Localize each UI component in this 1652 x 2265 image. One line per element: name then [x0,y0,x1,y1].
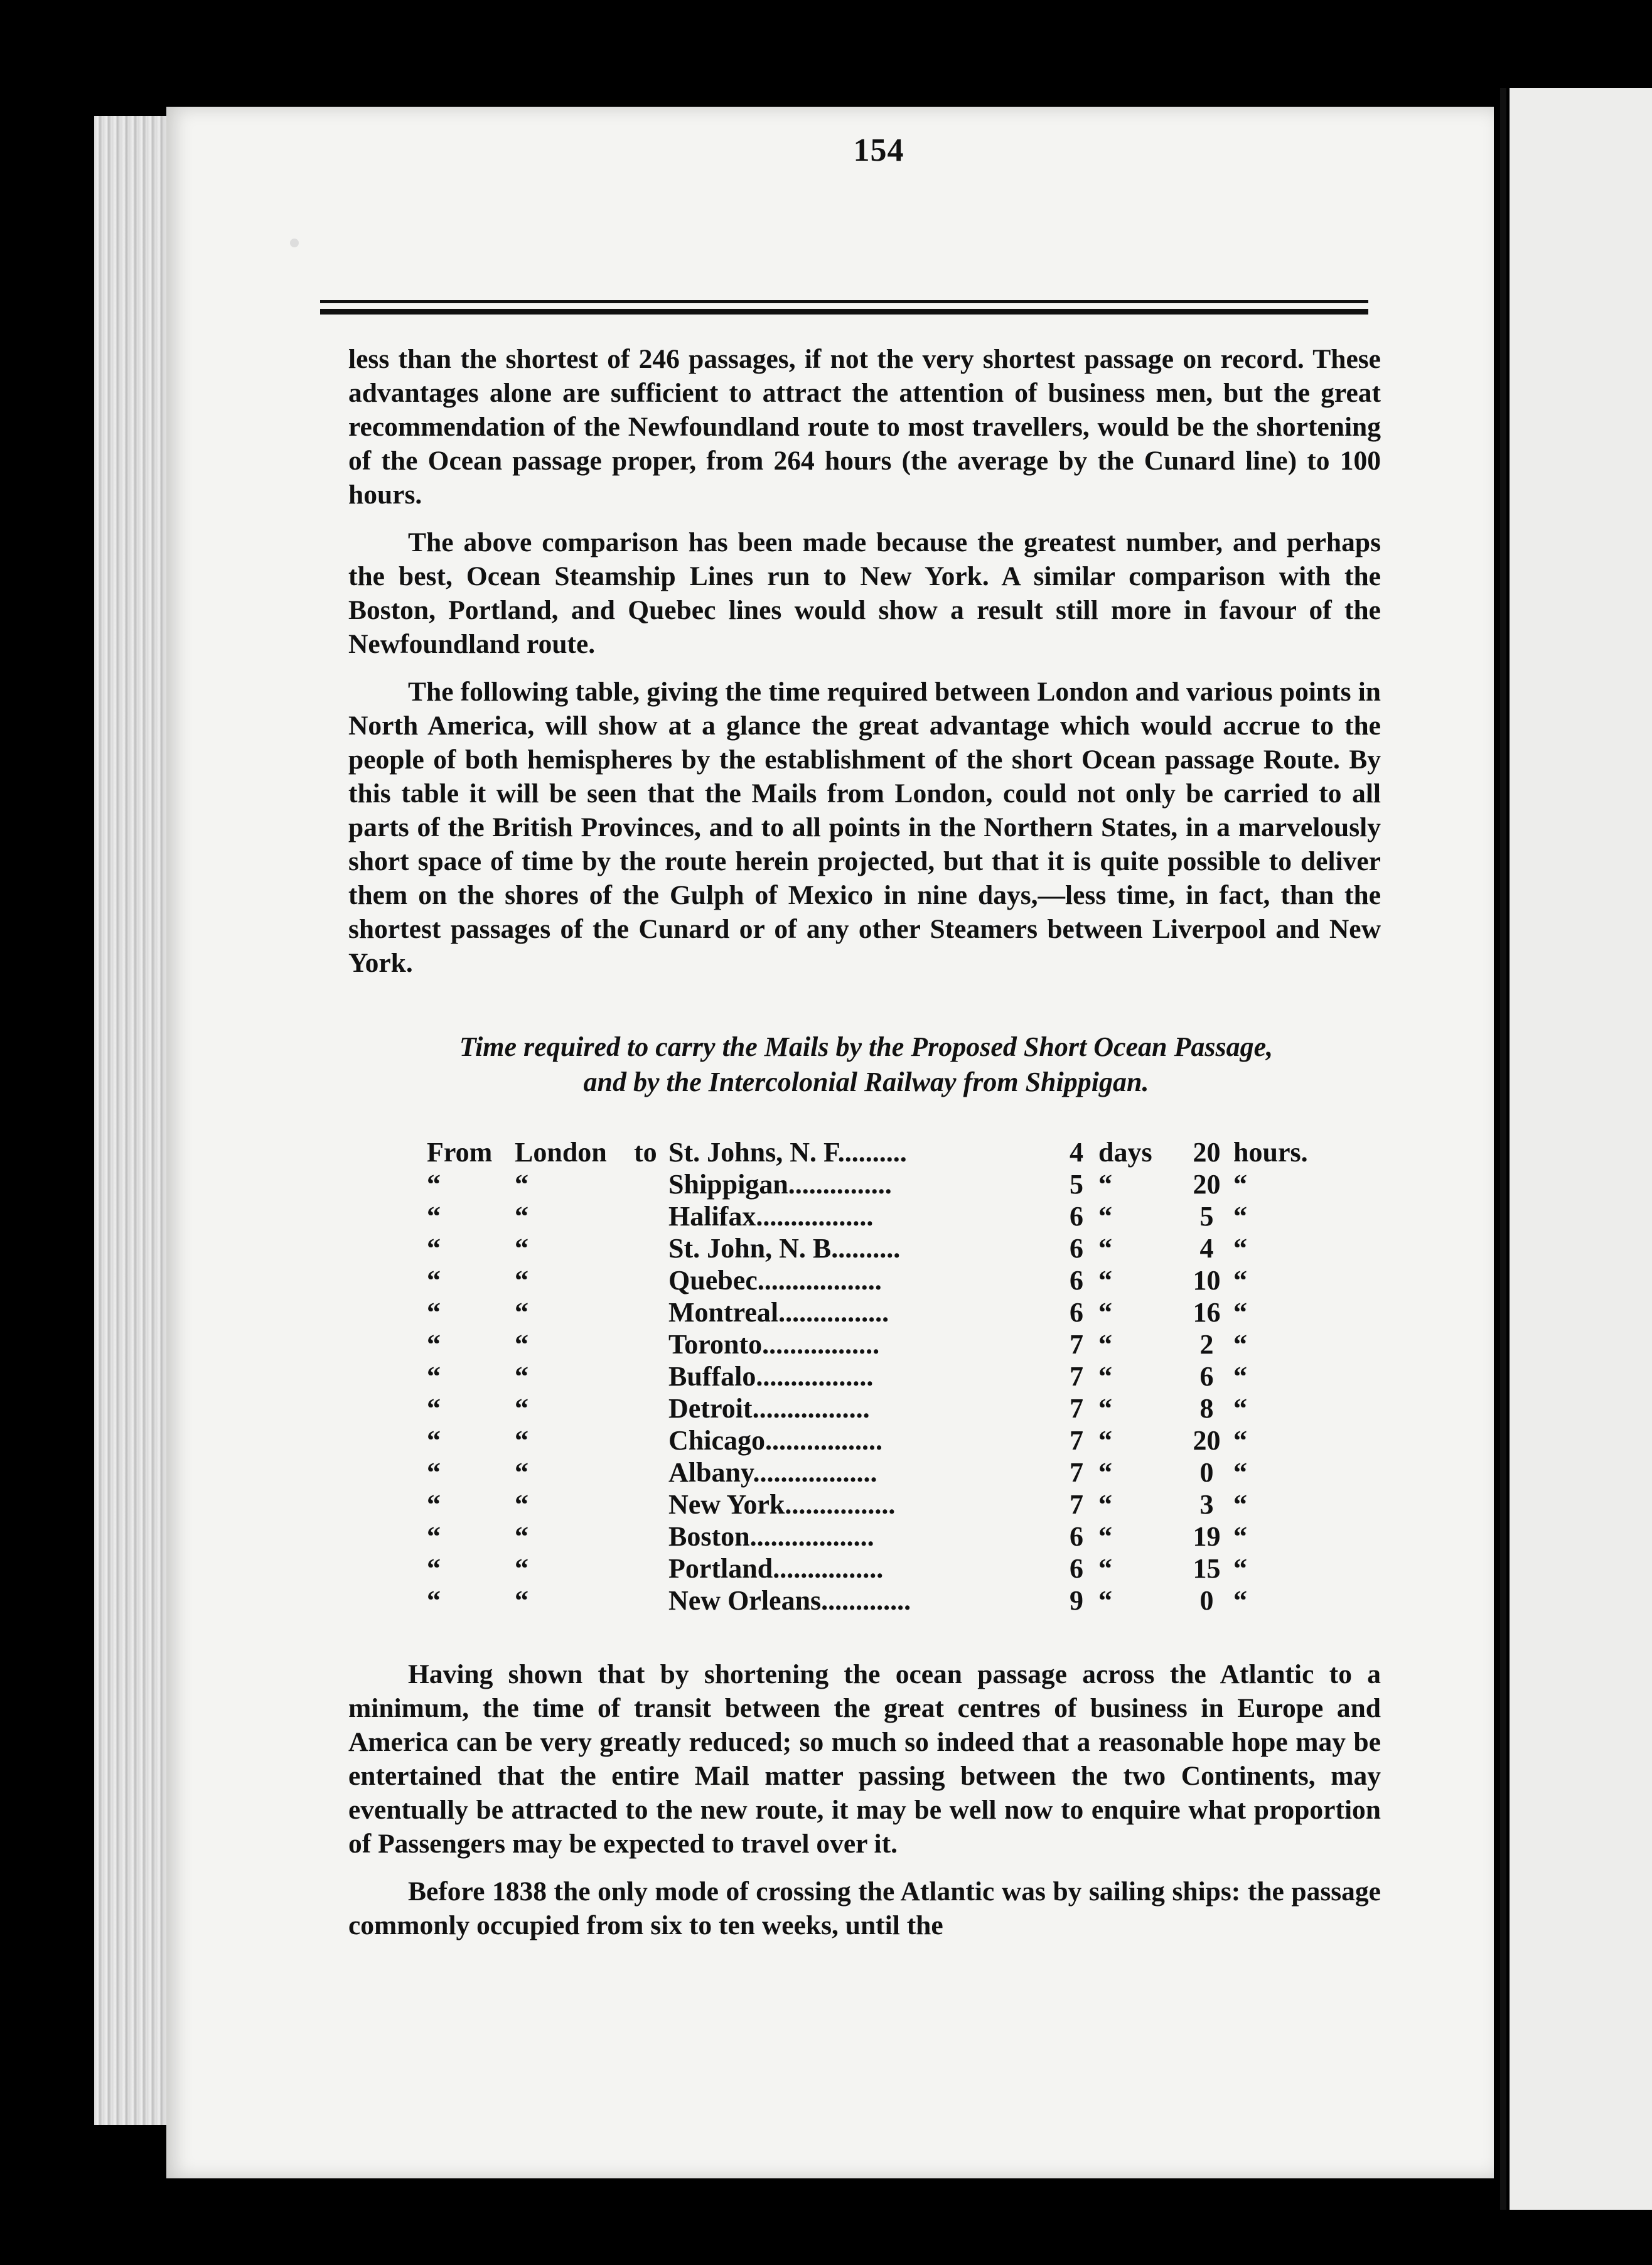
hours-cell: 4 [1199,1233,1214,1264]
facing-page [1510,88,1652,2210]
destination-cell: New Orleans............. [668,1585,911,1616]
empty-cell [634,1360,668,1392]
hours-cell: 20 [1193,1169,1221,1200]
ditto-mark: “ [427,1233,441,1264]
destination-cell: Boston.................. [668,1521,874,1552]
destination-cell: St. John, N. B.......... [668,1233,901,1264]
hours-unit-cell: “ [1233,1169,1247,1200]
page-number: 154 [853,132,904,168]
days-unit-cell: “ [1098,1393,1112,1424]
hours-cell: 0 [1199,1585,1214,1616]
hours-cell: 0 [1199,1457,1214,1488]
days-cell: 7 [1070,1361,1083,1392]
days-cell: 7 [1070,1425,1083,1456]
table-row [427,1296,1321,1328]
ditto-mark: “ [427,1265,441,1296]
hours-unit-cell: “ [1233,1233,1247,1264]
empty-cell [634,1488,668,1520]
to-label: to [634,1137,657,1168]
destination-cell: New York................ [668,1489,896,1520]
ditto-mark: “ [515,1521,528,1552]
days-unit-cell: “ [1098,1169,1112,1200]
ditto-mark: “ [515,1233,528,1264]
empty-cell [634,1424,668,1456]
ditto-mark: “ [515,1585,528,1616]
destination-cell: Detroit................. [668,1393,870,1424]
book-page-edges [94,116,176,2125]
paragraph-5: Before 1838 the only mode of crossing the Atlantic was by sailing ships: the passage commonly occupied from six to ten weeks, until the [348,1876,1381,1940]
caption-line-2: and by the Intercolonial Railway from Shippigan. [583,1067,1149,1097]
scan-speck [290,239,299,247]
ditto-mark: “ [515,1201,528,1232]
table-row [427,1392,1321,1424]
table-row [427,1488,1321,1520]
days-unit-cell: “ [1098,1233,1112,1264]
table-row [427,1264,1321,1296]
table-row [427,1456,1321,1488]
hours-unit-cell: “ [1233,1393,1247,1424]
table-caption [348,1030,1384,1100]
hours-unit-cell: hours. [1233,1137,1308,1168]
hours-cell: 6 [1199,1361,1214,1392]
hours-unit-cell: “ [1233,1425,1247,1456]
table-row [427,1424,1321,1456]
ditto-mark: “ [515,1265,528,1296]
empty-cell [634,1296,668,1328]
days-unit-cell: “ [1098,1521,1112,1552]
table-row [427,1584,1321,1617]
days-cell: 6 [1070,1521,1083,1552]
empty-cell [634,1168,668,1200]
table-row [427,1232,1321,1264]
days-cell: 6 [1070,1297,1083,1328]
empty-cell [634,1456,668,1488]
page-gutter [1500,88,1506,2210]
ditto-mark: “ [427,1297,441,1328]
days-unit-cell: “ [1098,1425,1112,1456]
empty-cell [634,1200,668,1232]
ditto-mark: “ [427,1201,441,1232]
destination-cell: Portland................ [668,1553,884,1584]
hours-cell: 20 [1193,1137,1221,1168]
hours-cell: 20 [1193,1425,1221,1456]
days-cell: 9 [1070,1585,1083,1616]
mail-times-table [427,1136,1321,1617]
days-cell: 6 [1070,1553,1083,1584]
destination-cell: Toronto................. [668,1329,880,1360]
days-unit-cell: “ [1098,1361,1112,1392]
ditto-mark: “ [515,1425,528,1456]
table-row [427,1136,1321,1168]
table-row [427,1520,1321,1552]
ditto-mark: “ [427,1585,441,1616]
ditto-mark: “ [427,1425,441,1456]
destination-cell: Halifax................. [668,1201,874,1232]
destination-cell: Montreal................ [668,1297,889,1328]
hours-unit-cell: “ [1233,1489,1247,1520]
days-unit-cell: “ [1098,1457,1112,1488]
destination-cell: Chicago................. [668,1425,882,1456]
empty-cell [634,1552,668,1584]
hours-unit-cell: “ [1233,1521,1247,1552]
empty-cell [634,1328,668,1360]
destination-cell: Buffalo................. [668,1361,874,1392]
ditto-mark: “ [515,1489,528,1520]
days-cell: 7 [1070,1393,1083,1424]
destination-cell: Albany.................. [668,1457,877,1488]
ditto-mark: “ [515,1393,528,1424]
from-label: From [427,1137,493,1168]
days-unit-cell: “ [1098,1489,1112,1520]
days-unit-cell: “ [1098,1585,1112,1616]
empty-cell [634,1232,668,1264]
days-unit-cell: “ [1098,1201,1112,1232]
hours-cell: 2 [1199,1329,1214,1360]
days-cell: 6 [1070,1201,1083,1232]
days-cell: 6 [1070,1265,1083,1296]
hours-unit-cell: “ [1233,1585,1247,1616]
paragraph-2: The above comparison has been made because the greatest number, and perhaps the best, Ocean Steamship Lines run to New York. A similar comparison with the Boston, Portland, and Quebec lines would show a result still more in favour of the Newfoundland route. [348,527,1381,659]
hours-unit-cell: “ [1233,1361,1247,1392]
days-unit-cell: “ [1098,1265,1112,1296]
ditto-mark: “ [427,1489,441,1520]
ditto-mark: “ [515,1297,528,1328]
ditto-mark: “ [515,1329,528,1360]
ditto-mark: “ [427,1169,441,1200]
days-cell: 7 [1070,1329,1083,1360]
hours-unit-cell: “ [1233,1457,1247,1488]
ditto-mark: “ [427,1521,441,1552]
ditto-mark: “ [515,1457,528,1488]
ditto-mark: “ [427,1393,441,1424]
days-cell: 7 [1070,1489,1083,1520]
caption-line-1: Time required to carry the Mails by the Proposed Short Ocean Passage, [459,1031,1274,1062]
days-unit-cell: “ [1098,1297,1112,1328]
hours-cell: 8 [1199,1393,1214,1424]
destination-cell: Shippigan............... [668,1169,892,1200]
hours-cell: 19 [1193,1521,1221,1552]
ditto-mark: “ [515,1169,528,1200]
ditto-mark: “ [427,1329,441,1360]
empty-cell [634,1392,668,1424]
header-rule-thick [320,309,1368,315]
table-row [427,1552,1321,1584]
days-unit-cell: days [1098,1137,1152,1168]
hours-unit-cell: “ [1233,1297,1247,1328]
days-cell: 5 [1070,1169,1083,1200]
header-rule-thin [320,300,1368,303]
destination-cell: St. Johns, N. F.......... [668,1137,907,1168]
empty-cell [634,1520,668,1552]
days-unit-cell: “ [1098,1553,1112,1584]
body-text-bottom [348,1657,1381,1942]
days-cell: 6 [1070,1233,1083,1264]
ditto-mark: “ [427,1553,441,1584]
hours-cell: 5 [1199,1201,1214,1232]
paragraph-4: Having shown that by shortening the ocean passage across the Atlantic to a minimum, the time of transit between the great centres of business in Europe and America can be very greatly reduced; so much so indeed that a reasonable hope may be entertained that the entire Mail matter passing between the two Continents, may eventually be attracted to the new route, it may be well now to enquire what proportion of Passengers may be expected to travel over it. [348,1659,1381,1859]
table-row [427,1328,1321,1360]
days-cell: 7 [1070,1457,1083,1488]
table-row [427,1168,1321,1200]
table-row [427,1200,1321,1232]
empty-cell [634,1584,668,1617]
origin-label: London [515,1137,607,1168]
ditto-mark: “ [427,1457,441,1488]
paragraph-3: The following table, giving the time required between London and various points in North America, will show at a glance the great advantage which would accrue to the people of both hemispheres by the establishment of the short Ocean passage Route. By this table it will be seen that the Mails from London, could not only be carried to all parts of the British Provinces, and to all points in the Northern States, in a marvelously short space of time by the route herein projected, but that it is quite possible to deliver them on the shores of the Gulph of Mexico in nine days,—less time, in fact, than the shortest passages of the Cunard or of any other Steamers between Liverpool and New York. [348,677,1381,978]
hours-unit-cell: “ [1233,1265,1247,1296]
table-row [427,1360,1321,1392]
hours-cell: 10 [1193,1265,1221,1296]
paragraph-1: less than the shortest of 246 passages, if not the very shortest passage on record. These advantages alone are sufficient to attract the attention of business men, but the great recommendation of the Newfoundland route to most travellers, would be the shortening of the Ocean passage proper, from 264 hours (the average by the Cunard line) to 100 hours. [348,344,1381,510]
body-text-top [348,342,1381,980]
ditto-mark: “ [427,1361,441,1392]
hours-unit-cell: “ [1233,1553,1247,1584]
days-unit-cell: “ [1098,1329,1112,1360]
hours-unit-cell: “ [1233,1329,1247,1360]
hours-cell: 3 [1199,1489,1214,1520]
days-cell: 4 [1070,1137,1083,1168]
hours-unit-cell: “ [1233,1201,1247,1232]
hours-cell: 16 [1193,1297,1221,1328]
empty-cell [634,1264,668,1296]
hours-cell: 15 [1193,1553,1221,1584]
destination-cell: Quebec.................. [668,1265,882,1296]
ditto-mark: “ [515,1553,528,1584]
ditto-mark: “ [515,1361,528,1392]
